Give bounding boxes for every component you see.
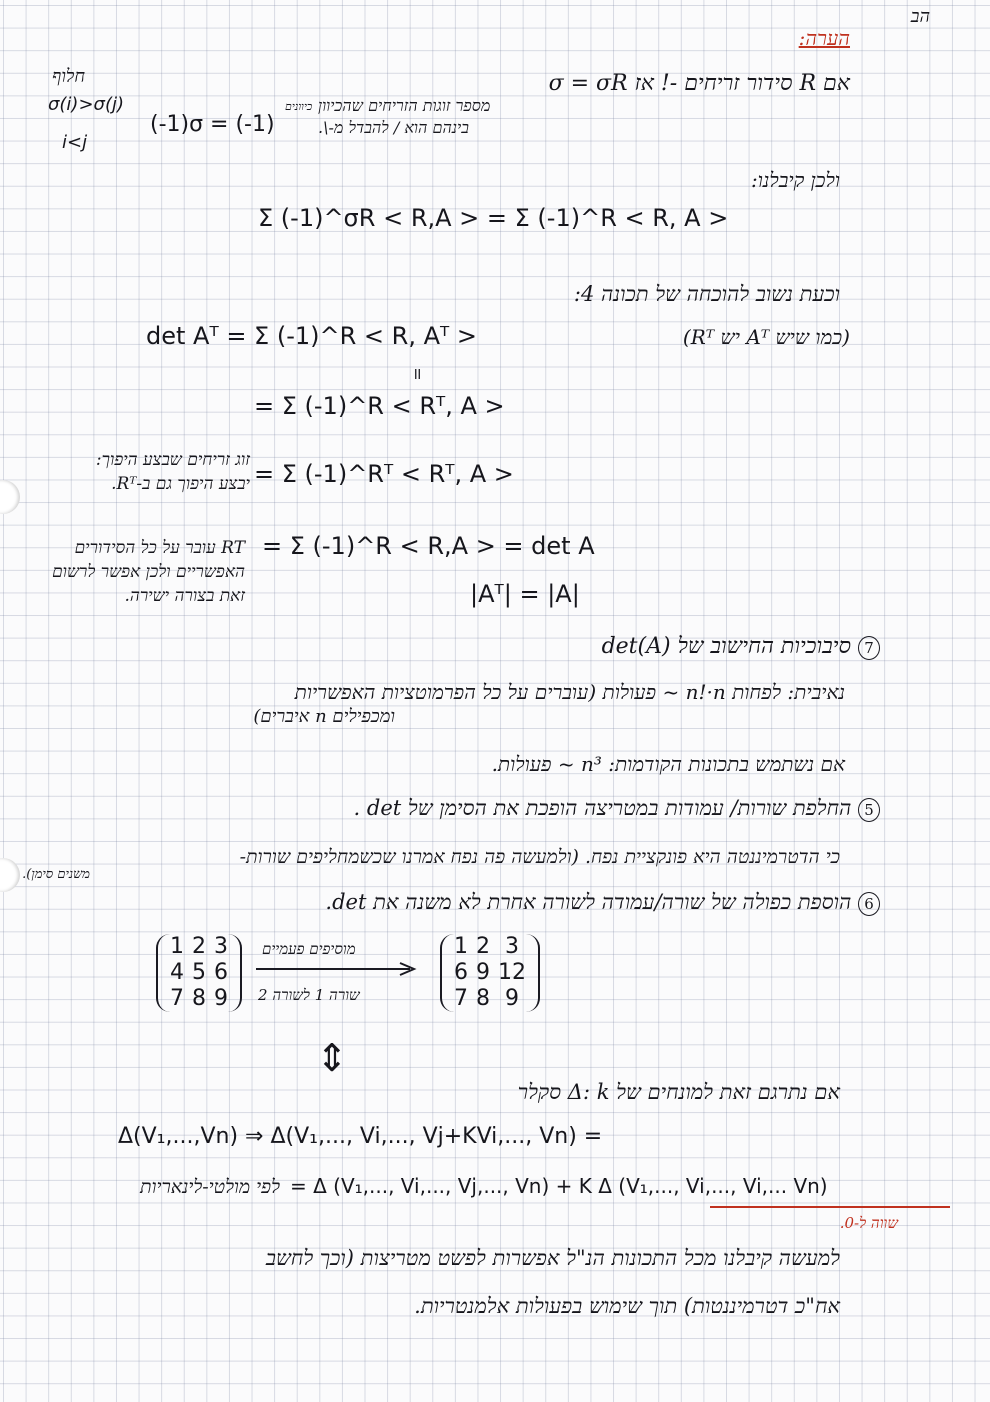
matrix-b-cell: 3 bbox=[505, 934, 519, 959]
matrix-a-cell: 8 bbox=[192, 986, 206, 1011]
property-line: אם נשתמש בתכונות הקודמות: n³ ~ פעולות. bbox=[491, 752, 845, 776]
item-5 bbox=[354, 796, 880, 822]
page-mark: הב bbox=[910, 6, 930, 27]
equation-1: Σ (-1)^σR < R,A > = Σ (-1)^R < R, A > bbox=[258, 204, 729, 232]
matrix-a-cell: 1 bbox=[170, 934, 184, 959]
binder-hole-bottom bbox=[0, 858, 20, 892]
naive-2: ומכפילים n איברים) bbox=[253, 706, 395, 727]
item-5-number: 5 bbox=[858, 798, 880, 822]
conclusion-1: למעשה קיבלנו מכל התכונות הנ"ל אפשרות לפשט מטריצות (וכך לחשב bbox=[265, 1246, 840, 1270]
matrix-a-cell: 9 bbox=[214, 986, 228, 1011]
item-7 bbox=[602, 633, 880, 660]
matrix-b-cell: 7 bbox=[454, 986, 468, 1011]
side-note-3: i<j bbox=[62, 132, 88, 153]
equation-2: det Aᵀ = Σ (-1)^R < R, Aᵀ > bbox=[146, 322, 477, 350]
item-7-text: סיבוכיות החישוב של det(A) bbox=[601, 634, 851, 659]
arrow-label-bottom: שורה 1 לשורה 2 bbox=[258, 986, 360, 1004]
equation-8: = Δ (V₁,..., Vi,..., Vj,..., Vn) + K Δ (V₁,..., Vi,..., Vi,... Vn) bbox=[290, 1174, 828, 1198]
matrix-a-cell: 6 bbox=[214, 960, 228, 985]
naive-1: נאיבית: לפחות n!·n ~ פעולות (עוברים על כל הפרמוטציות האפשריות bbox=[294, 680, 845, 704]
equation-8-note: לפי מולטי-לינאריות bbox=[140, 1176, 280, 1198]
item-5-line-b: כי הדטרמיננטה היא פונקציית נפח. (ולמעשה פה נפח אמרנו שכשמחליפים שורות- bbox=[239, 846, 840, 868]
line-2-math: (-1)σ = (-1) bbox=[150, 112, 275, 137]
matrix-b-cell: 6 bbox=[454, 960, 468, 985]
equation-4-note-1: זוג זריחים שבצע היפוך: bbox=[95, 450, 250, 470]
line-2-paren-2: בינהם הוא / להבדל מ-\. bbox=[318, 118, 469, 137]
line-4: וכעת נשוב להוכחה של תכונה 4: bbox=[573, 282, 840, 306]
line-1: אם R סידור זריחים -! אז σ = σR bbox=[548, 71, 850, 96]
item-6 bbox=[325, 890, 880, 916]
equation-3: = Σ (-1)^R < Rᵀ, A > bbox=[254, 392, 505, 420]
double-arrow-icon: ⇕ bbox=[316, 1036, 348, 1080]
equation-5-note-2: האפשריים ולכן אפשר לרשום bbox=[52, 562, 245, 582]
matrix-b-cell: 1 bbox=[454, 934, 468, 959]
matrix-b-cell: 8 bbox=[476, 986, 490, 1011]
matrix-b-cell: 2 bbox=[476, 934, 490, 959]
matrix-b bbox=[440, 934, 540, 1012]
equation-5-note-1: RT עובר על כל הסידורים bbox=[74, 538, 245, 558]
translation-line: אם נתרגם זאת למונחים של Δ: k סקלר bbox=[517, 1080, 840, 1104]
line-2-paren-1: מספר זוגות הזריחים שהכיוון bbox=[318, 96, 491, 115]
matrix-b-cell: 9 bbox=[476, 960, 490, 985]
binder-hole-top bbox=[0, 480, 20, 514]
matrix-a-cell: 2 bbox=[192, 934, 206, 959]
line-3: ולכן קיבלנו: bbox=[750, 168, 840, 192]
item-5-line-c: משנים סימן). bbox=[22, 867, 90, 882]
matrix-a-cell: 4 bbox=[170, 960, 184, 985]
equals-sign-vertical: ॥ bbox=[412, 364, 422, 383]
equation-5: = Σ (-1)^R < R,A > = det A bbox=[262, 532, 595, 560]
red-note: שווה ל-0. bbox=[839, 1214, 898, 1232]
matrix-a-cell: 7 bbox=[170, 986, 184, 1011]
conclusion-2: אח"כ דטרמיננטות) תוך שימוש בפעולות אלמנטריות. bbox=[414, 1294, 840, 1318]
equation-4-note-2: יבצע היפוך גם ב-Rᵀ. bbox=[111, 474, 250, 494]
equation-5-note-3: זאת בצורה ישירה. bbox=[124, 586, 245, 606]
matrix-a bbox=[156, 934, 242, 1012]
matrix-b-cell: 12 bbox=[498, 960, 526, 985]
item-6-text: הוספת כפולה של שורה/עמודה לשורה אחרת לא משנה את det. bbox=[325, 890, 852, 914]
matrix-b-cell: 9 bbox=[505, 986, 519, 1011]
page-heading: הערה: bbox=[798, 26, 850, 50]
red-brace bbox=[710, 1206, 950, 1208]
item-6-number: 6 bbox=[858, 892, 880, 916]
side-note-1: חלוף bbox=[52, 66, 86, 87]
equation-4: = Σ (-1)^Rᵀ < Rᵀ, A > bbox=[254, 460, 514, 488]
arrow-label-top: מוסיפים פעמיים bbox=[262, 940, 356, 958]
equation-2-note: (כמו שיש Aᵀ יש Rᵀ) bbox=[682, 325, 850, 349]
line-2-sup: כיוונים bbox=[285, 100, 313, 113]
side-note-2: σ(i)>σ(j) bbox=[48, 94, 124, 115]
item-5-text: החלפת שורות/ עמודות במטריצה הופכת את הסימן של det . bbox=[353, 796, 852, 820]
equation-6: |Aᵀ| = |A| bbox=[470, 580, 580, 608]
right-arrow-icon bbox=[254, 962, 420, 976]
matrix-a-cell: 3 bbox=[214, 934, 228, 959]
item-7-number: 7 bbox=[858, 636, 880, 660]
equation-7: Δ(V₁,...,Vn) ⇒ Δ(V₁,..., Vi,..., Vj+KVi,..., Vn) = bbox=[118, 1124, 603, 1149]
matrix-a-cell: 5 bbox=[192, 960, 206, 985]
